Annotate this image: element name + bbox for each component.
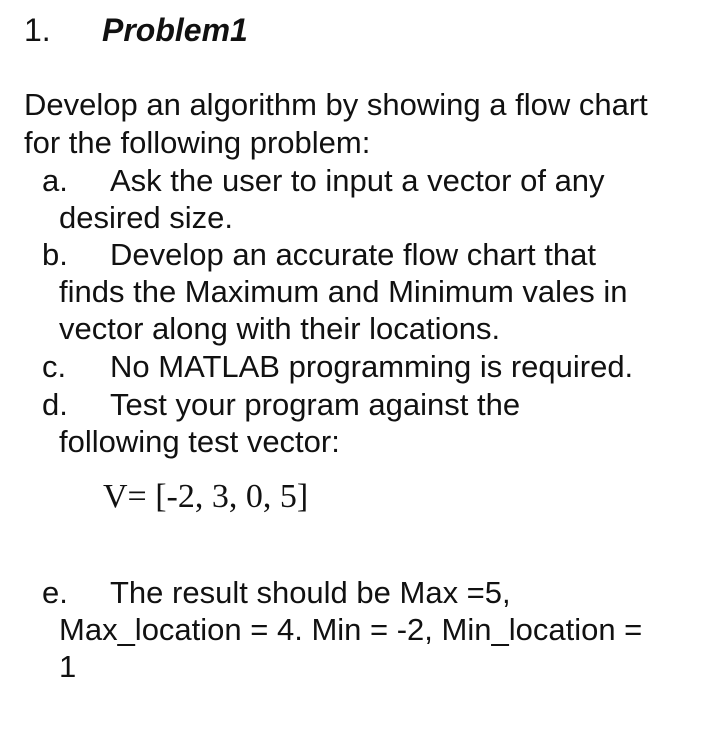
item-text: Test your program against the	[110, 387, 521, 422]
item-marker: b.	[42, 237, 68, 272]
problem-number: 1.	[24, 11, 51, 48]
item-marker: a.	[42, 163, 68, 198]
list-item-c	[42, 348, 702, 385]
list-item-e	[42, 574, 702, 685]
item-continuation: finds the Maximum and Minimum vales in	[59, 274, 628, 309]
item-text: Ask the user to input a vector of any	[110, 163, 605, 198]
item-text: No MATLAB programming is required.	[110, 349, 634, 384]
test-vector: V= [-2, 3, 0, 5]	[103, 478, 309, 515]
item-continuation: Max_location = 4. Min = -2, Min_location =	[59, 612, 643, 647]
item-marker: d.	[42, 387, 68, 422]
item-text: Develop an accurate flow chart that	[110, 237, 596, 272]
item-text: The result should be Max =5,	[110, 575, 511, 610]
item-marker: c.	[42, 349, 67, 384]
list-item-a	[42, 162, 702, 236]
problem-intro: Develop an algorithm by showing a flow chart for the following problem:	[24, 87, 648, 160]
item-continuation: following test vector:	[59, 424, 340, 459]
item-continuation: 1	[59, 649, 77, 684]
item-continuation: desired size.	[59, 200, 234, 235]
item-continuation: vector along with their locations.	[59, 311, 501, 346]
item-marker: e.	[42, 575, 68, 610]
problem-heading	[24, 8, 248, 52]
list-item-b	[42, 236, 702, 347]
problem-title: Problem1	[102, 11, 248, 48]
list-item-d	[42, 386, 702, 460]
